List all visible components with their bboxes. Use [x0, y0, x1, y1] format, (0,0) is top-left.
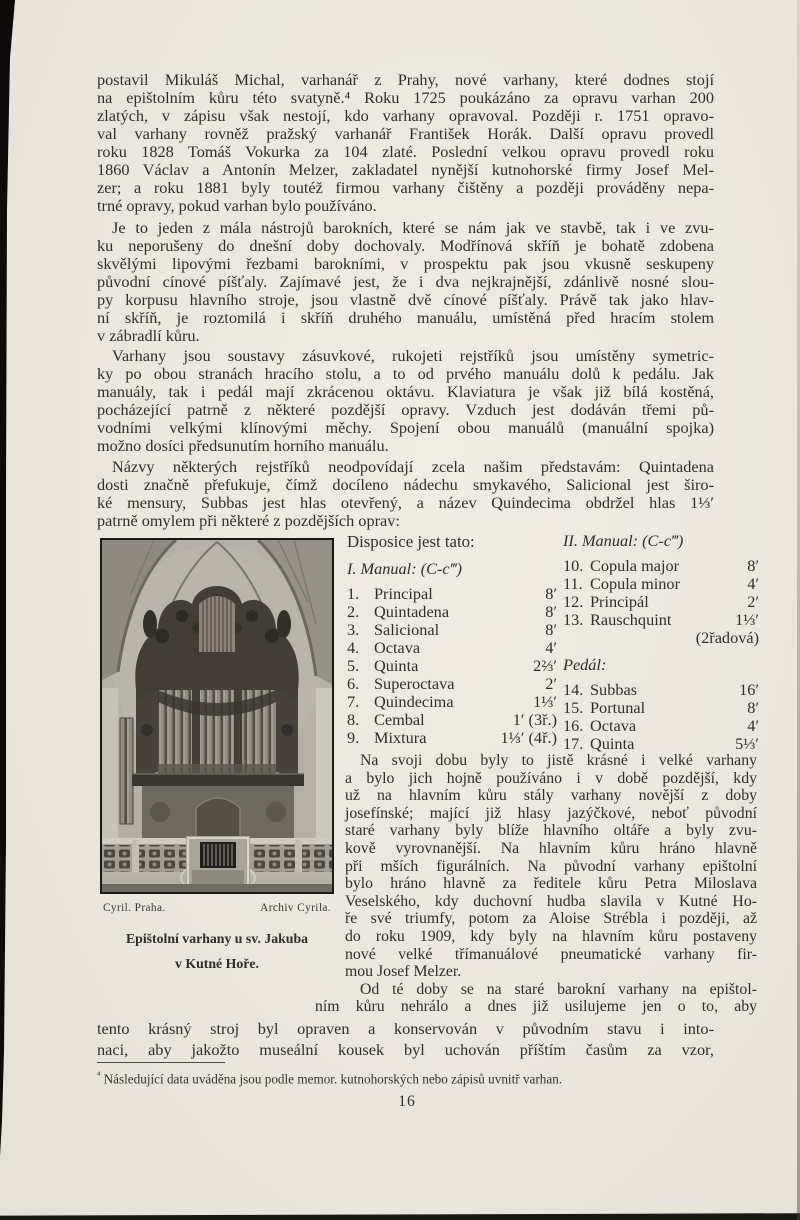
- stop-number: 7.: [347, 692, 360, 711]
- text-line: josefínské; mající již hlasy jazýčkové, neboť původní: [345, 804, 757, 822]
- stop-footage: 5⅓′: [735, 734, 759, 753]
- stop-name: Principal: [374, 584, 433, 603]
- stop-footage: 1′ (3ř.): [512, 710, 557, 729]
- paragraph-baroque-instrument: [97, 219, 714, 345]
- text-line: bylo hráno hlavně za ředitele kůru Petra Miloslava: [345, 875, 757, 893]
- text-line: Na svoji dobu byly to jistě krásné i velké varhany: [360, 752, 757, 769]
- scan-gutter-shadow: [0, 0, 18, 1168]
- stop-name: Quindecima: [374, 692, 454, 711]
- stop-footage: 2′: [545, 674, 557, 693]
- text-line: ní skříň, je roztomilá i skříň druhého manuálu, umístěná před hracím stolem: [97, 308, 714, 327]
- stop-number: 15.: [563, 698, 584, 717]
- photo-credits: [100, 902, 334, 914]
- text-line: tento krásný stroj byl opraven a konservován v původním stavu i into-: [97, 1019, 714, 1038]
- text-line: při mších figurálních. Na původní varhany epištolní: [345, 857, 757, 875]
- text-line: ře své triumfy, potom za Aloise Strébla i později, až: [345, 910, 757, 928]
- stop-footage: 2⅔′: [533, 656, 557, 675]
- stop-footage: 8′: [747, 698, 759, 717]
- stop-row: [347, 711, 557, 729]
- stop-name: Cembal: [374, 710, 425, 729]
- footnote-text: Následující data uváděna jsou podle memor. kutnohorských nebo zápisů uvnitř varhan.: [103, 1071, 563, 1087]
- text-line: už na hlavním kůru stály varhany novější z doby: [345, 787, 757, 805]
- stop-footage: 8′: [545, 620, 557, 639]
- footnote: [97, 1071, 714, 1087]
- stop-row: [563, 575, 759, 593]
- stop-footage: 16′: [739, 680, 759, 699]
- stop-name: Quinta: [590, 734, 635, 753]
- text-line: v zábradlí kůru.: [97, 326, 200, 345]
- text-line: ké mensury, Subbas jest hlas otevřený, a název Quindecima obdržel hlas 1⅓′: [97, 493, 714, 512]
- stop-number: 9.: [347, 728, 360, 747]
- text-line: trné opravy, pokud varhan bylo používáno.: [97, 196, 377, 215]
- manual2-stop-list: [563, 557, 759, 629]
- text-line: a bylo jich hojně používáno i v době pozdější, kdy: [345, 769, 757, 787]
- text-line: py korpusu hlavního stroje, jsou vlastně dvě cínové píšťaly. Právě tak jako hlav-: [97, 290, 714, 309]
- stop-number: 11.: [563, 574, 583, 593]
- stop-footage: 8′: [747, 556, 759, 575]
- text-line: staré varhany byly blíže hlavního oltáře a byly zvu-: [345, 822, 757, 840]
- text-line: Epištolní varhany u sv. Jakuba: [125, 931, 309, 946]
- stop-number: 12.: [563, 592, 584, 611]
- stop-row: [347, 621, 557, 639]
- text-line: zer; a roku 1881 byly toutéž firmou varhany čištěny a později prováděny nepa-: [97, 178, 714, 197]
- stop-number: 4.: [347, 638, 360, 657]
- stop-footage: 4′: [747, 716, 759, 735]
- stop-name: Salicional: [374, 620, 440, 639]
- pedal-title: Pedál:: [563, 655, 607, 674]
- figure-block: [100, 538, 334, 976]
- stop-row: [347, 729, 557, 747]
- text-line: ním kůru nehrálo a dnes již usilujeme jen o to, aby: [315, 998, 757, 1016]
- text-line: do roku 1909, kdy byly na hlavním kůru postaveny: [345, 927, 757, 945]
- text-line: manuály, tak i pedál mají zkrácenou oktávu. Klaviatura je však již bílá kostěná,: [97, 382, 714, 401]
- text-line: Názvy některých rejstříků neodpovídají zcela našim představám: Quintadena: [112, 457, 714, 476]
- disposition-heading: Disposice jest tato:: [347, 532, 475, 551]
- stop-footage: 8′: [545, 602, 557, 621]
- stop-name: Principál: [590, 592, 649, 611]
- stop-row: [563, 717, 759, 735]
- stop-number: 6.: [347, 674, 360, 693]
- stop-row: [347, 675, 557, 693]
- stop-row: [563, 557, 759, 575]
- paragraph-stop-names: [97, 458, 714, 530]
- photo-caption: [100, 926, 334, 976]
- text-line: postavil Mikuláš Michal, varhanář z Prahy, nové varhany, které dodnes stojí: [97, 70, 714, 89]
- text-line: val varhany rovněž pražský varhanář František Horák. Další opravu provedl: [97, 124, 714, 143]
- stop-number: 1.: [347, 584, 360, 603]
- stop-name: Quintadena: [374, 602, 450, 621]
- stop-row: [347, 657, 557, 675]
- photo-credit-right: Archiv Cyrila.: [260, 902, 331, 914]
- stop-name: Portunal: [590, 698, 646, 717]
- text-line: původní cínové píšťaly. Zajímavé jest, že i dva nejkrajnější, zdánlivě nosné slou-: [97, 272, 714, 291]
- stop-footage: 4′: [747, 574, 759, 593]
- text-line: zlatých, v zápisu však nestojí, kdo varhany opravoval. Později r. 1751 opravo-: [97, 106, 714, 125]
- paragraph-closing: [97, 1018, 714, 1060]
- text-line: naci, aby jakožto museální kousek byl uchován příštím časům za vzor,: [97, 1040, 714, 1059]
- manual1-stop-list: [347, 585, 557, 747]
- disposition-left-column: [347, 531, 557, 747]
- stop-footage: 8′: [545, 584, 557, 603]
- text-line: Varhany jsou soustavy zásuvkové, rukojeti rejstříků jsou umístěny symetric-: [112, 346, 714, 365]
- stop-name: Octava: [590, 716, 637, 735]
- text-line: patrně omylem při některé z pozdějších oprav:: [97, 511, 400, 530]
- text-line: kově vyrovnanější. Na hlavním kůru hráno hlavně: [345, 839, 757, 857]
- footnote-marker: ⁴: [97, 1071, 101, 1081]
- paragraph-history: [97, 71, 714, 215]
- text-line: Je to jeden z mála nástrojů barokních, které se nám jak ve stavbě, tak i ve zvu-: [112, 218, 714, 237]
- stop-row: [563, 611, 759, 629]
- stop-number: 17.: [563, 734, 584, 753]
- pedal-stop-list: [563, 681, 759, 753]
- text-line: ky po obou stranách hracího stolu, a to od prvého manuálu dolů k pedálu. Jak: [97, 364, 714, 383]
- stop-number: 10.: [563, 556, 584, 575]
- stop-name: Superoctava: [374, 674, 455, 693]
- stop-number: 3.: [347, 620, 360, 639]
- stop-row: [347, 639, 557, 657]
- text-line: pocházející patrně z některé pozdější opravy. Vzduch jest dodáván třemi pů-: [97, 400, 714, 419]
- text-line: ku neporušeny do dnešní doby dochovaly. Modřínová skříň je bohatě zdobena: [97, 236, 714, 255]
- footnote-rule: [97, 1062, 225, 1063]
- paragraph-mechanism: [97, 347, 714, 455]
- text-line: v Kutné Hoře.: [175, 956, 259, 971]
- text-line: roku 1828 Tomáš Vokurka za 104 zlaté. Poslední velkou opravu provedl roku: [97, 142, 714, 161]
- stop-name: Rauschquint: [590, 610, 672, 629]
- text-line: skvělými lipovými řezbami barokními, v prospektu pak jsou vkusně seskupeny: [97, 254, 714, 273]
- text-line: možno dosíci předsunutím horního manuálu.: [97, 436, 389, 455]
- manual2-note: (2řadová): [695, 628, 759, 647]
- stop-row: [347, 585, 557, 603]
- disposition-right-column: [563, 531, 759, 753]
- stop-row: [563, 681, 759, 699]
- stop-number: 13.: [563, 610, 584, 629]
- text-line: Veselského, kdy duchovní hudba slavila v Kutné Ho-: [345, 892, 757, 910]
- page-number: 16: [398, 1093, 416, 1110]
- scan-bottom-edge: [0, 1212, 800, 1220]
- stop-row: [347, 603, 557, 621]
- stop-footage: 1⅓′: [735, 610, 759, 629]
- stop-number: 8.: [347, 710, 360, 729]
- stop-footage: 1⅓′: [533, 692, 557, 711]
- text-line: Od té doby se na staré barokní varhany na epištol-: [360, 980, 757, 998]
- text-line: dosti značně přefukuje, čímž docíleno nádechu smykavého, Salicional jest širo-: [97, 475, 714, 494]
- manual2-title: II. Manual: (C-c‴): [563, 531, 684, 550]
- manual1-title: I. Manual: (C-c‴): [347, 559, 462, 578]
- text-line: vodními velkými klínovými měchy. Spojení obou manuálů (manuální spojka): [97, 418, 714, 437]
- text-line: nové velké třímanuálové pneumatické varhany fir-: [345, 945, 757, 963]
- stop-number: 2.: [347, 602, 360, 621]
- stop-row: [563, 593, 759, 611]
- stop-footage: 1⅓′ (4ř.): [500, 728, 557, 747]
- text-line: 1860 Václav a Antonín Melzer, zakladatel nynější kutnohorské firmy Josef Mel-: [97, 160, 714, 179]
- text-line: mou Josef Melzer.: [345, 963, 462, 981]
- paragraph-later-history: [315, 752, 757, 1016]
- stop-row: [563, 735, 759, 753]
- text-line: na epištolním kůru této svatyně.⁴ Roku 1725 poukázáno za opravu varhan 200: [97, 88, 714, 107]
- stop-footage: 4′: [545, 638, 557, 657]
- stop-number: 5.: [347, 656, 360, 675]
- stop-row: [563, 699, 759, 717]
- photo-credit-left: Cyril. Praha.: [103, 902, 166, 914]
- stop-name: Copula minor: [590, 574, 680, 593]
- stop-name: Copula major: [590, 556, 680, 575]
- stop-number: 14.: [563, 680, 584, 699]
- stop-name: Mixtura: [374, 728, 427, 747]
- stop-name: Quinta: [374, 656, 419, 675]
- stop-name: Octava: [374, 638, 421, 657]
- stop-name: Subbas: [590, 680, 638, 699]
- organ-photo: [100, 538, 334, 894]
- stop-row: [347, 693, 557, 711]
- stop-number: 16.: [563, 716, 584, 735]
- stop-footage: 2′: [747, 592, 759, 611]
